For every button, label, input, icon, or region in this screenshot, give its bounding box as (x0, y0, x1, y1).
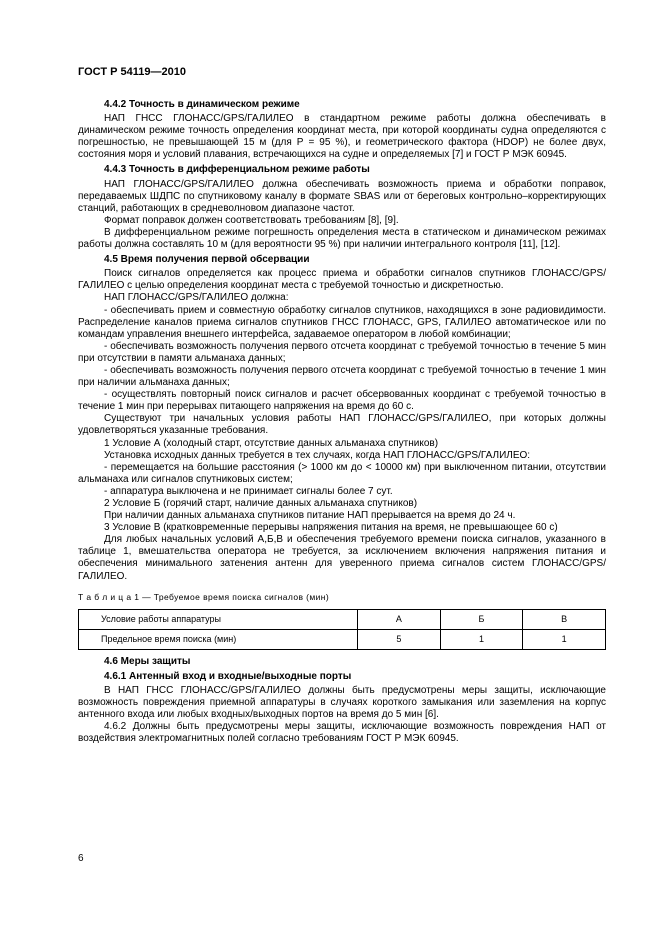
paragraph: НАП ГЛОНАСС/GPS/ГАЛИЛЕО должна: (104, 292, 289, 304)
page-number: 6 (78, 853, 84, 864)
section-heading: 4.6.1 Антенный вход и входные/выходные порты (104, 670, 352, 682)
paragraph: В НАП ГНСС ГЛОНАСС/GPS/ГАЛИЛЕО должны быть предусмотрены меры защиты, исключающие возможность повреждения приемной аппаратуры в случаях короткого замыкания или заземления на корпус антенного входа или любых входных/выходных портов на время до 5 мин [6]. (78, 684, 606, 721)
paragraph: - обеспечивать возможность получения первого отсчета координат с требуемой точностью в течение 1 мин при наличии альманаха данных; (78, 364, 606, 389)
paragraph: - обеспечивать возможность получения первого отсчета координат с требуемой точностью в течение 5 мин при отсутствии в памяти альманаха данных; (78, 340, 606, 364)
document-body (78, 96, 606, 745)
paragraph: 3 Условие В (кратковременные перерывы напряжения питания на время, не превышающее 60 с) (104, 522, 558, 534)
sections-part-1 (78, 99, 606, 583)
table-cell: Предельное время поиска (мин) (79, 629, 358, 649)
paragraph: Поиск сигналов определяется как процесс приема и обработки сигналов спутников ГЛОНАСС/GPS/ГАЛИЛЕО с целью определения координат места с требуемой точностью и дискретностью. (78, 268, 606, 292)
paragraph: Установка исходных данных требуется в тех случаях, когда НАП ГЛОНАСС/GPS/ГАЛИЛЕО: (104, 449, 531, 461)
section-heading: 4.6 Меры защиты (104, 655, 191, 667)
table-caption: Т а б л и ц а 1 — Требуемое время поиска сигналов (мин) (78, 591, 330, 602)
paragraph: При наличии данных альманаха спутников питание НАП прерывается на время до 24 ч. (104, 510, 516, 522)
table-cell: 1 (440, 629, 522, 649)
table-cell: Б (440, 609, 522, 629)
paragraph: - обеспечивать прием и совместную обработку сигналов спутников, находящихся в зоне радиовидимости. Распределение каналов приема сигналов спутников ГНСС ГЛОНАСС, GPS, ГАЛИЛЕО автоматическое или по командам управления внешнего интерфейса, задаваемое оператором в любой комбинации; (78, 304, 606, 340)
paragraph: В дифференциальном режиме погрешность определения места в статическом и динамическом режимах работы должна составлять 10 м (для вероятности 95 %) при наличии интегрального контроля [11], [12]. (78, 226, 606, 251)
paragraph: НАП ГЛОНАСС/GPS/ГАЛИЛЕО должна обеспечивать возможность приема и обработки поправок, передаваемых ШДПС по спутниковому каналу в формате SBAS или от береговых контрольно–корректирующих станций, работающих в средневолновом диапазоне частот. (78, 178, 606, 214)
paragraph: - аппаратура выключена и не принимает сигналы более 7 сут. (104, 485, 393, 497)
table-cell: Условие работы аппаратуры (79, 609, 358, 629)
standard-header: ГОСТ Р 54119—2010 (78, 66, 186, 78)
paragraph: Для любых начальных условий А,Б,В и обеспечения требуемого времени поиска сигналов, указанного в таблице 1, вмешательства оператора не требуется, за исключением включения напряжения питания и обеспечения минимального затенения антенн для уверенного приема сигналов систем ГЛОНАСС/GPS/ГАЛИЛЕО. (78, 534, 606, 582)
paragraph: Формат поправок должен соответствовать требованиям [8], [9]. (104, 214, 399, 226)
table-cell: 1 (523, 629, 606, 649)
paragraph: НАП ГНСС ГЛОНАСС/GPS/ГАЛИЛЕО в стандартном режиме работы должна обеспечивать в динамическом режиме точность определения координат места, при которой координаты судна определяются с погрешностью, не превышающей 15 м (для Р = 95 %), и геометрического фактора (HDOP) не более двух, состояния моря и условий плавания, встречающихся на судне и определяемых [7] и ГОСТ Р МЭК 60945. (78, 113, 606, 161)
table-row (79, 629, 606, 649)
table-row (79, 609, 606, 629)
paragraph: 4.6.2 Должны быть предусмотрены меры защиты, исключающие возможность повреждения НАП от воздействия электромагнитных полей согласно требованиям ГОСТ Р МЭК 60945. (78, 721, 606, 745)
paragraph: - осуществлять повторный поиск сигналов и расчет обсервованных координат с требуемой точностью в течение 1 мин при перерывах питающего напряжения на время до 60 с. (78, 389, 606, 413)
sections-part-2 (78, 656, 606, 746)
search-time-table (78, 609, 606, 650)
section-heading: 4.5 Время получения первой обсервации (104, 254, 310, 266)
table-cell: 5 (358, 629, 441, 649)
section-heading: 4.4.2 Точность в динамическом режиме (104, 99, 300, 110)
table-cell: В (523, 609, 606, 629)
table-cell: А (358, 609, 441, 629)
paragraph: - перемещается на большие расстояния (> 1000 км до < 10000 км) при выключенном питании, отсутствии альманаха или сигналов спутниковых систем; (78, 461, 606, 485)
section-heading: 4.4.3 Точность в дифференциальном режиме работы (104, 164, 370, 176)
paragraph: Существуют три начальных условия работы НАП ГЛОНАСС/GPS/ГАЛИЛЕО, при которых должны удовлетворяться указанные требования. (78, 413, 606, 437)
paragraph: 2 Условие Б (горячий старт, наличие данных альманаха спутников) (104, 498, 418, 509)
paragraph: 1 Условие А (холодный старт, отсутствие данных альманаха спутников) (104, 437, 439, 449)
